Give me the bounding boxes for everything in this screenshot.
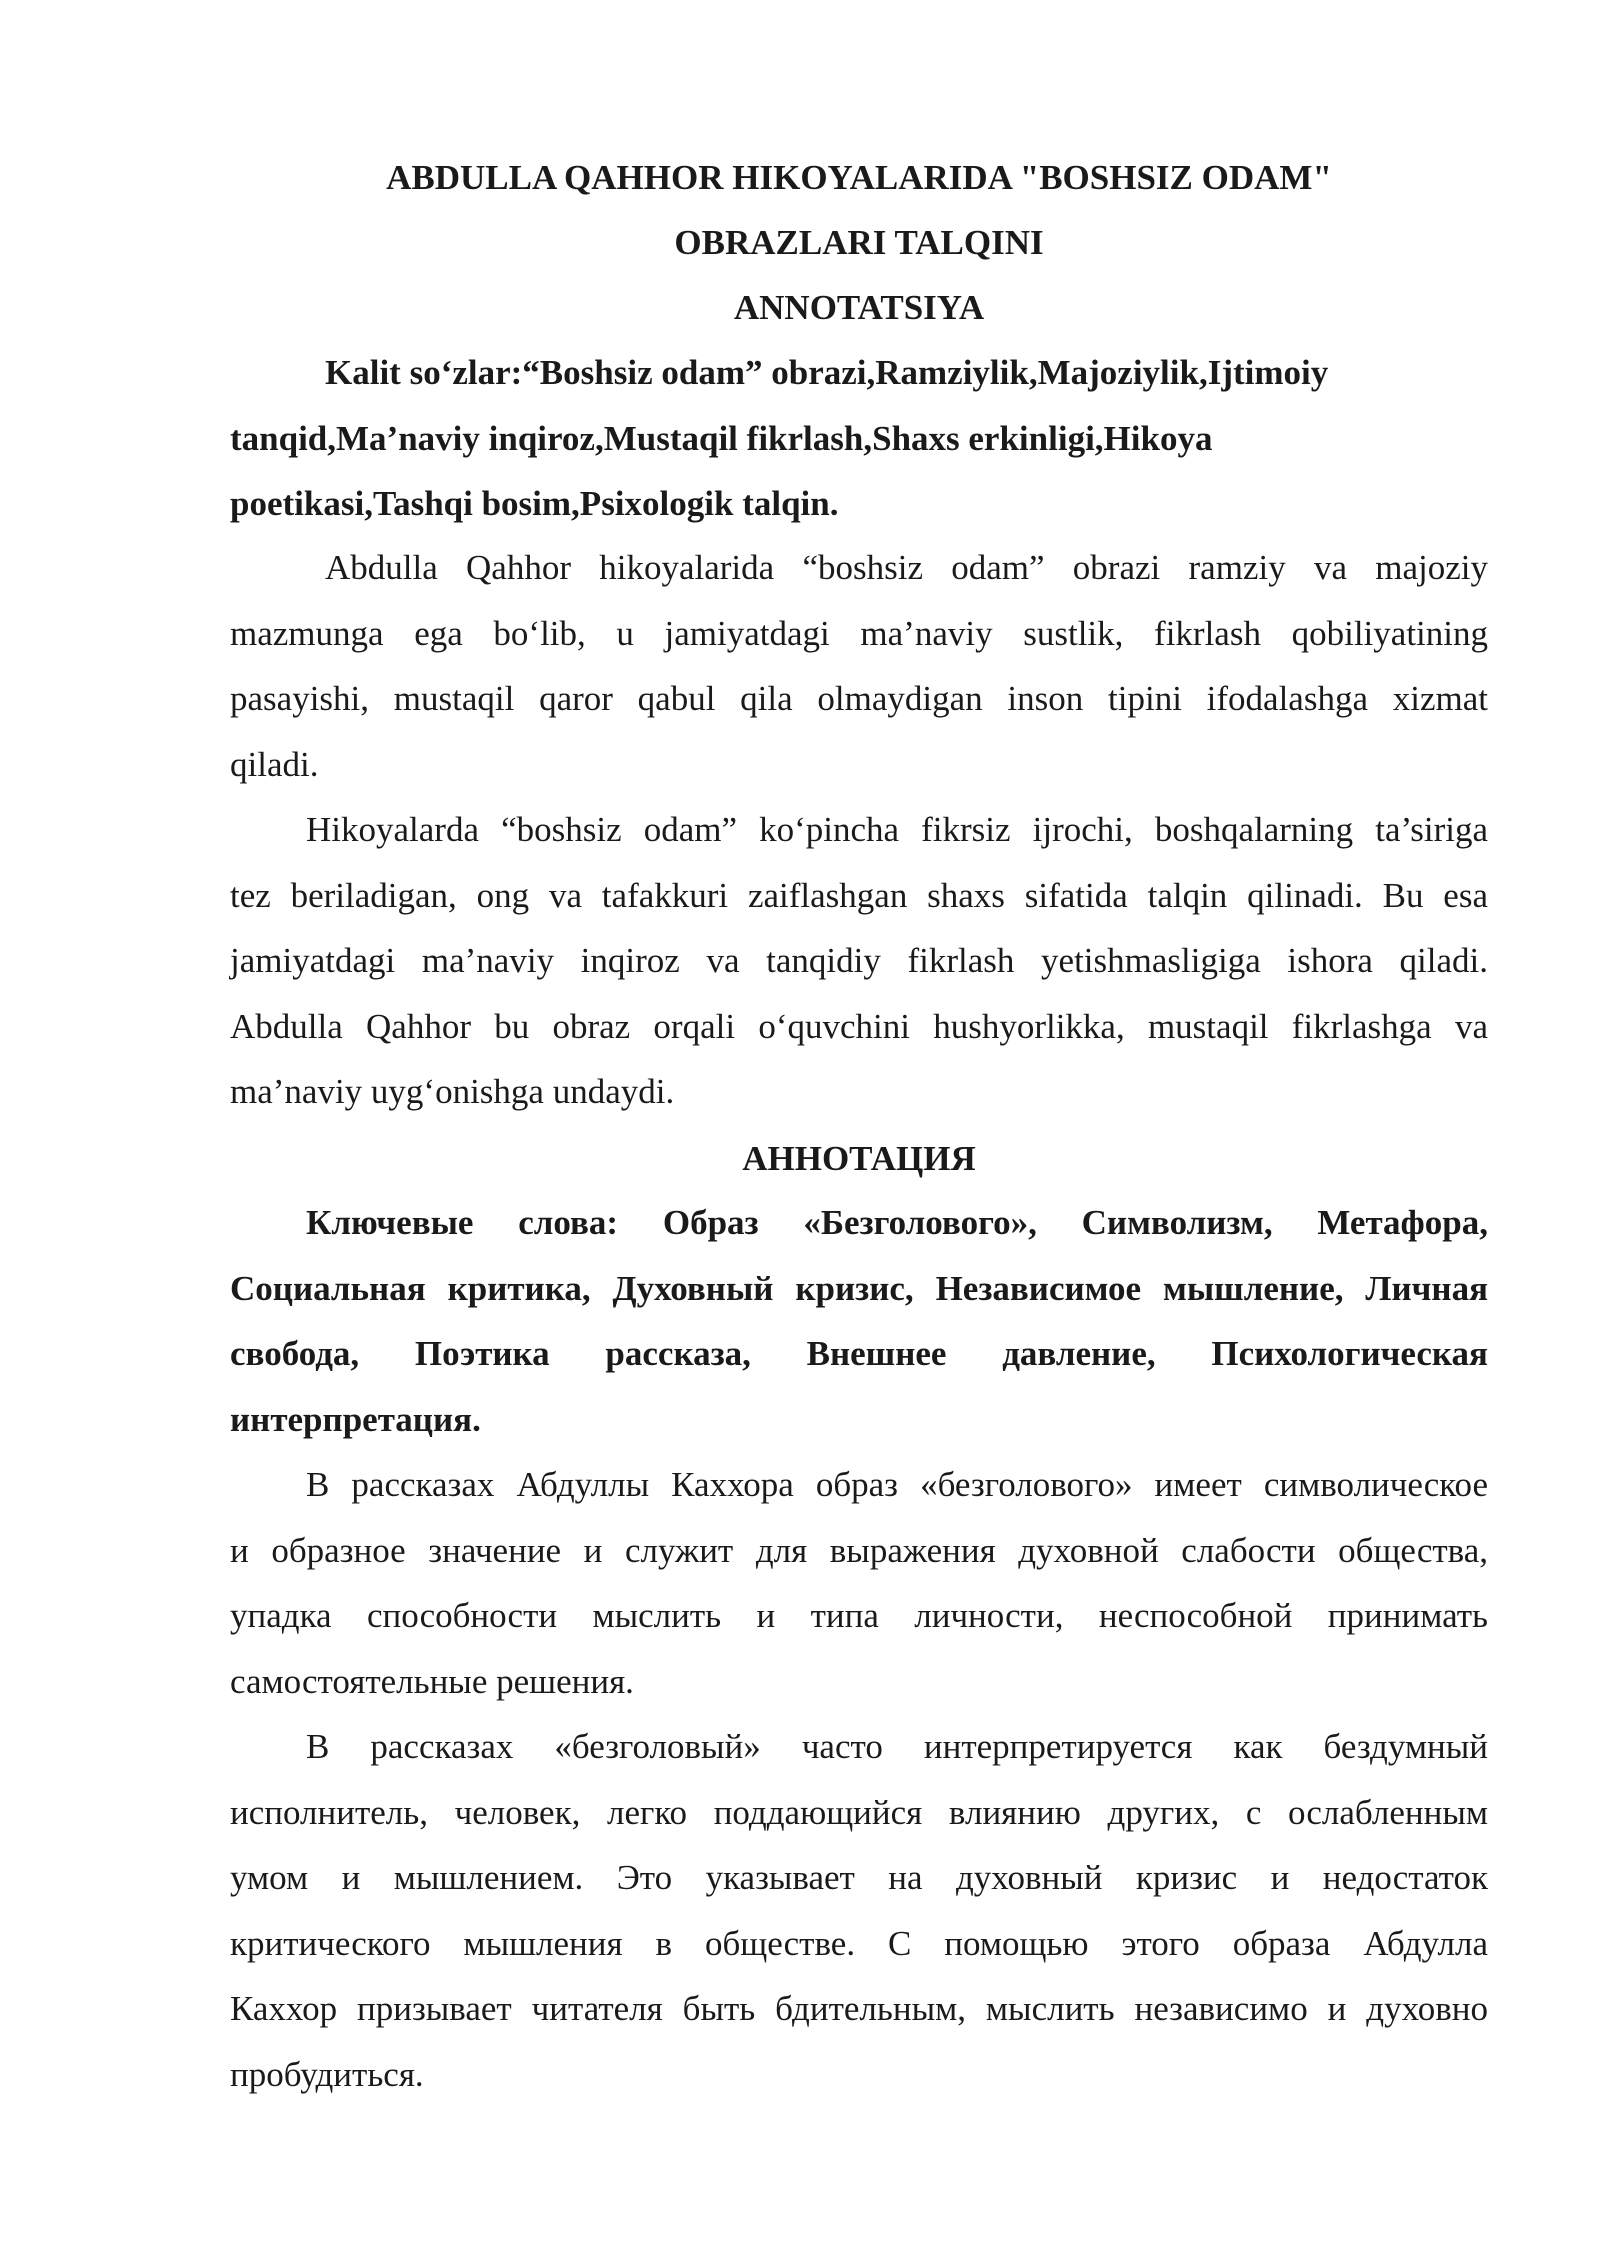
title-line-1: ABDULLA QAHHOR HIKOYALARIDA "BOSHSIZ ODAM" <box>386 158 1332 197</box>
keywords-uz <box>230 340 1488 537</box>
paragraph-line: Каххор призывает читателя быть бдительным, мыслить независимо и духовно <box>230 1989 1488 2028</box>
paragraph-line: В рассказах «безголовый» часто интерпретируется как бездумный <box>306 1727 1488 1766</box>
paragraph-line: tez beriladigan, ong va tafakkuri zaiflashgan shaxs sifatida talqin qilinadi. Bu esa <box>230 875 1488 915</box>
paragraph-line: умом и мышлением. Это указывает на духовный кризис и недостаток <box>230 1858 1488 1897</box>
paragraph-line: qiladi. <box>230 744 319 784</box>
keywords-uz-line: poetikasi,Tashqi bosim,Psixologik talqin. <box>230 484 839 523</box>
keywords-ru-line: свобода, Поэтика рассказа, Внешнее давление, Психологическая <box>230 1334 1488 1373</box>
paragraph-line: Abdulla Qahhor bu obraz orqali o‘quvchini hushyorlikka, mustaqil fikrlashga va <box>230 1006 1488 1046</box>
keywords-uz-line: tanqid,Ma’naviy inqiroz,Mustaqil fikrlash,Shaxs erkinligi,Hikoya <box>230 418 1213 458</box>
paragraph-line: mazmunga ega bo‘lib, u jamiyatdagi ma’naviy sustlik, fikrlash qobiliyatining <box>230 613 1488 653</box>
keywords-uz-line: Kalit so‘zlar:“Boshsiz odam” obrazi,Ramziylik,Majoziylik,Ijtimoiy <box>325 353 1329 392</box>
keywords-ru-line: интерпретация. <box>230 1399 481 1439</box>
paragraph-line: В рассказах Абдуллы Каххора образ «безголового» имеет символическое <box>306 1465 1488 1504</box>
paragraph-uz-2 <box>230 797 1488 1125</box>
paragraph-ru-2 <box>230 1714 1488 2107</box>
paragraph-line: пробудиться. <box>230 2054 424 2094</box>
paragraph-line: исполнитель, человек, легко поддающийся влиянию других, с ослабленным <box>230 1792 1488 1832</box>
keywords-ru-line: Социальная критика, Духовный кризис, Независимое мышление, Личная <box>230 1268 1488 1308</box>
title-line-2: OBRAZLARI TALQINI <box>674 223 1044 262</box>
heading-annotatsiya-ru: АННОТАЦИЯ <box>742 1139 976 1178</box>
keywords-ru-line: Ключевые слова: Образ «Безголового», Символизм, Метафора, <box>306 1203 1488 1242</box>
paragraph-line: самостоятельные решения. <box>230 1661 634 1701</box>
paragraph-line: и образное значение и служит для выражения духовной слабости общества, <box>230 1530 1488 1570</box>
paragraph-line: критического мышления в обществе. С помощью этого образа Абдулла <box>230 1923 1488 1963</box>
paragraph-line: pasayishi, mustaqil qaror qabul qila olmaydigan inson tipini ifodalashga xizmat <box>230 679 1488 718</box>
paragraph-ru-1 <box>230 1452 1488 1714</box>
paragraph-line: упадка способности мыслить и типа личности, неспособной принимать <box>230 1596 1488 1635</box>
paragraph-line: Abdulla Qahhor hikoyalarida “boshsiz odam” obrazi ramziy va majoziy <box>325 548 1488 587</box>
paragraph-line: jamiyatdagi ma’naviy inqiroz va tanqidiy fikrlash yetishmasligiga ishora qiladi. <box>230 941 1488 980</box>
paragraph-uz-1 <box>230 535 1488 797</box>
heading-annotatsiya-uz: ANNOTATSIYA <box>733 288 985 327</box>
paragraph-line: ma’naviy uyg‘onishga undaydi. <box>230 1072 675 1111</box>
paragraph-line: Hikoyalarda “boshsiz odam” ko‘pincha fikrsiz ijrochi, boshqalarning ta’siriga <box>306 810 1488 849</box>
keywords-ru <box>230 1190 1488 1452</box>
